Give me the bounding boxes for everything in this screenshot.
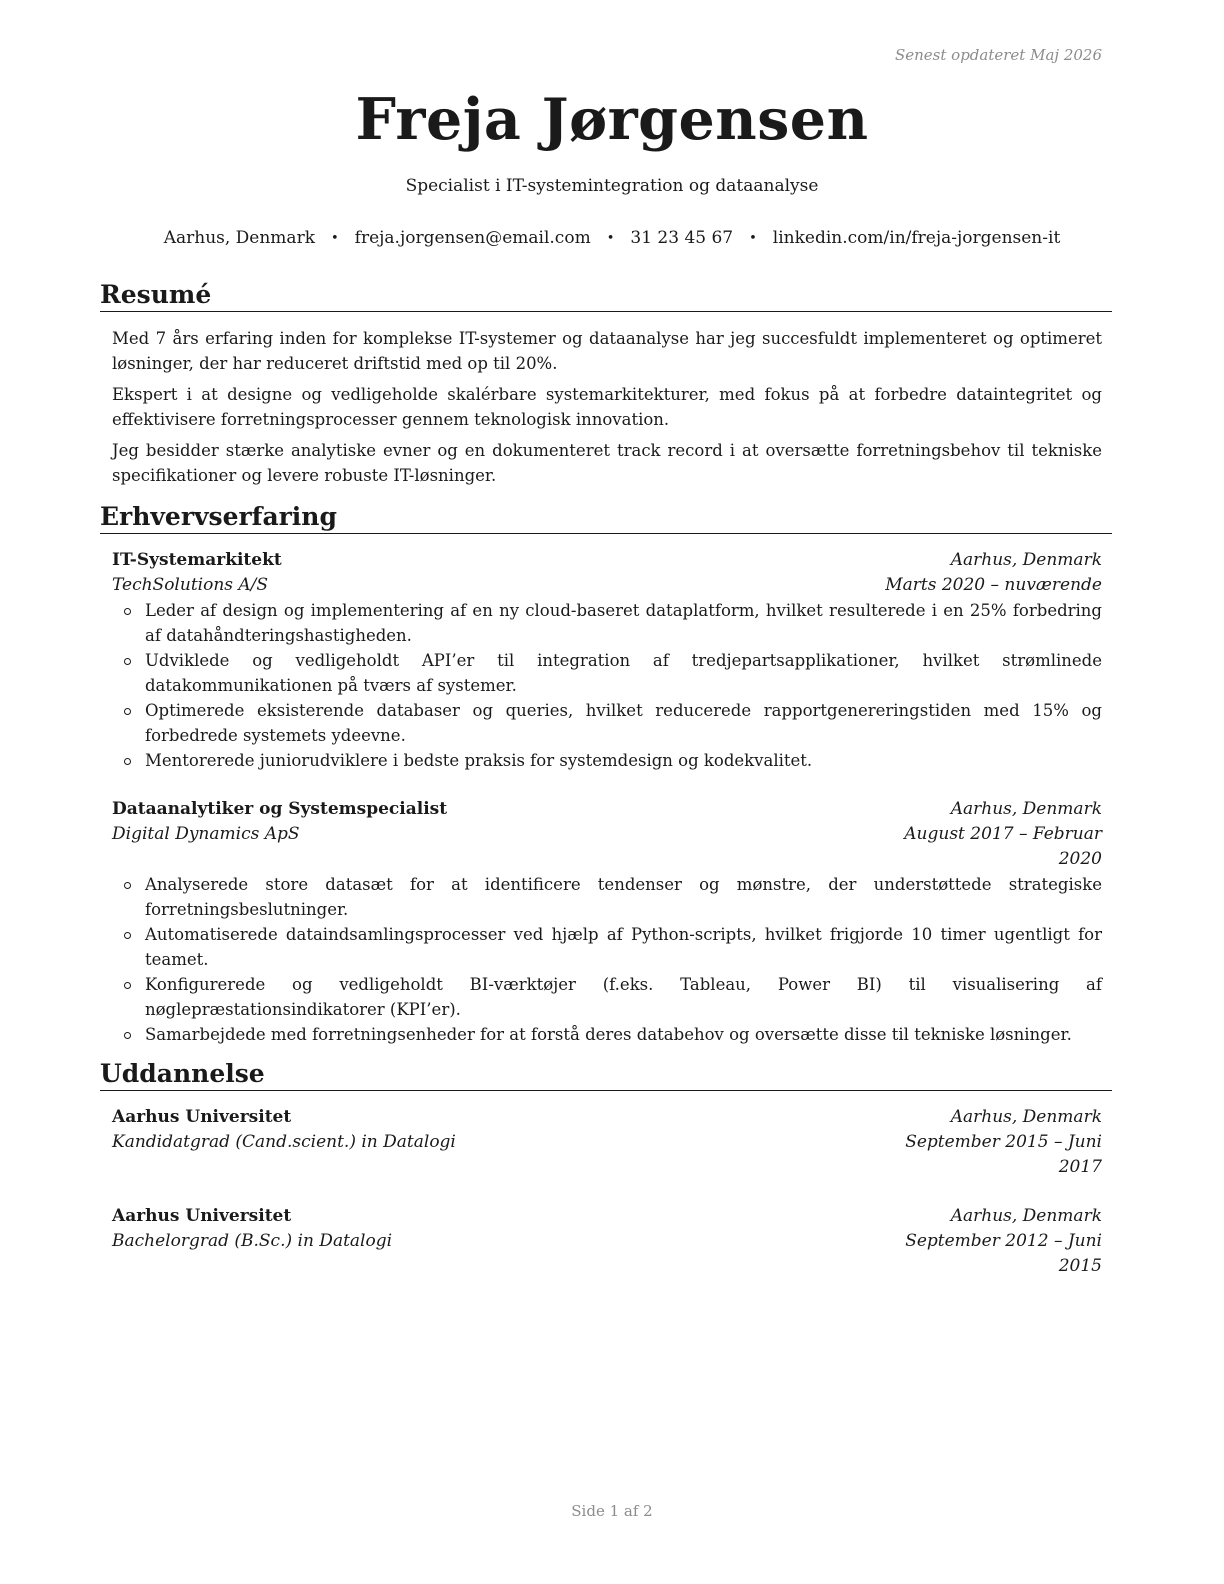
- education-entry: [100, 1204, 1112, 1279]
- contact-line: [0, 228, 1224, 248]
- job-bullets: [112, 872, 1102, 1047]
- degree-name: Bachelorgrad (B.Sc.) in Datalogi: [112, 1231, 393, 1251]
- circle-bullet-icon: [124, 608, 131, 615]
- experience-section: [100, 548, 1112, 1047]
- section-title-experience: Erhvervserfaring: [100, 502, 1112, 534]
- school-location: Aarhus, Denmark: [950, 1206, 1102, 1226]
- professional-title: Specialist i IT-systemintegration og dataanalyse: [405, 176, 819, 196]
- school-location: Aarhus, Denmark: [950, 1107, 1102, 1127]
- education-section: [100, 1105, 1112, 1279]
- job-role: IT-Systemarkitekt: [112, 550, 282, 570]
- bullet-separator-icon: •: [749, 231, 757, 246]
- education-dates: September 2015 – Juni 2017: [905, 1132, 1102, 1177]
- contact-email[interactable]: freja.jorgensen@email.com: [354, 228, 591, 248]
- school-name: Aarhus Universitet: [112, 1206, 292, 1226]
- circle-bullet-icon: [124, 982, 131, 989]
- contact-phone: 31 23 45 67: [630, 228, 734, 248]
- section-title-education: Uddannelse: [100, 1059, 1112, 1091]
- circle-bullet-icon: [124, 658, 131, 665]
- job-bullets: [112, 598, 1102, 773]
- list-item: Udviklede og vedligeholdt API’er til integration af tredjepartsapplikationer, hvilket strømlinede datakommunikationen på tværs af systemer.: [112, 648, 1102, 698]
- last-updated-note: Senest opdateret Maj 2026: [894, 46, 1102, 64]
- job-dates: August 2017 – Februar 2020: [904, 824, 1102, 869]
- bullet-separator-icon: •: [331, 231, 339, 246]
- education-entry: [100, 1105, 1112, 1180]
- job-entry: [100, 797, 1112, 1047]
- school-name: Aarhus Universitet: [112, 1107, 292, 1127]
- summary-section: [100, 326, 1112, 488]
- list-item: Optimerede eksisterende databaser og queries, hvilket reducerede rapportgenereringstiden med 15% og forbedrede systemets ydeevne.: [112, 698, 1102, 748]
- list-item: Leder af design og implementering af en ny cloud-baseret dataplatform, hvilket resulterede i en 25% forbedring af datahåndteringshastigheden.: [112, 598, 1102, 648]
- summary-paragraph: Jeg besidder stærke analytiske evner og en dokumenteret track record i at oversætte forretningsbehov til tekniske specifikationer og levere robuste IT-løsninger.: [112, 441, 1102, 485]
- resume-body: [100, 280, 1112, 1291]
- contact-linkedin[interactable]: linkedin.com/in/freja-jorgensen-it: [772, 228, 1061, 248]
- job-role: Dataanalytiker og Systemspecialist: [112, 799, 448, 819]
- degree-name: Kandidatgrad (Cand.scient.) in Datalogi: [112, 1132, 456, 1152]
- job-company: TechSolutions A/S: [112, 575, 269, 595]
- bullet-separator-icon: •: [606, 231, 615, 246]
- job-location: Aarhus, Denmark: [950, 550, 1102, 570]
- education-dates: September 2012 – Juni 2015: [905, 1231, 1102, 1276]
- list-item: Analyserede store datasæt for at identificere tendenser og mønstre, der understøttede strategiske forretningsbeslutninger.: [112, 872, 1102, 922]
- list-item: Samarbejdede med forretningsenheder for at forstå deres databehov og oversætte disse til tekniske løsninger.: [112, 1022, 1102, 1047]
- summary-paragraph: Ekspert i at designe og vedligeholde skalérbare systemarkitekturer, med fokus på at forbedre dataintegritet og effektivisere forretningsprocesser gennem teknologisk innovation.: [112, 385, 1102, 429]
- circle-bullet-icon: [124, 932, 131, 939]
- list-item: Mentorerede juniorudviklere i bedste praksis for systemdesign og kodekvalitet.: [112, 748, 1102, 773]
- circle-bullet-icon: [124, 708, 131, 715]
- job-location: Aarhus, Denmark: [950, 799, 1102, 819]
- circle-bullet-icon: [124, 1032, 131, 1039]
- circle-bullet-icon: [124, 882, 131, 889]
- contact-location: Aarhus, Denmark: [163, 228, 315, 248]
- list-item: Konfigurerede og vedligeholdt BI-værktøjer (f.eks. Tableau, Power BI) til visualisering af nøglepræstationsindikatorer (KPI’er).: [112, 972, 1102, 1022]
- person-name: Freja Jørgensen: [355, 86, 869, 153]
- job-entry: [100, 548, 1112, 773]
- list-item: Automatiserede dataindsamlingsprocesser ved hjælp af Python-scripts, hvilket frigjorde 10 timer ugentligt for teamet.: [112, 922, 1102, 972]
- summary-paragraph: Med 7 års erfaring inden for komplekse IT-systemer og dataanalyse har jeg succesfuldt implementeret og optimeret løsninger, der har reduceret driftstid med op til 20%.: [112, 329, 1102, 373]
- circle-bullet-icon: [124, 758, 131, 765]
- job-company: Digital Dynamics ApS: [112, 824, 300, 844]
- section-title-summary: Resumé: [100, 280, 1112, 312]
- page-number: Side 1 af 2: [571, 1502, 653, 1520]
- job-dates: Marts 2020 – nuværende: [885, 575, 1102, 595]
